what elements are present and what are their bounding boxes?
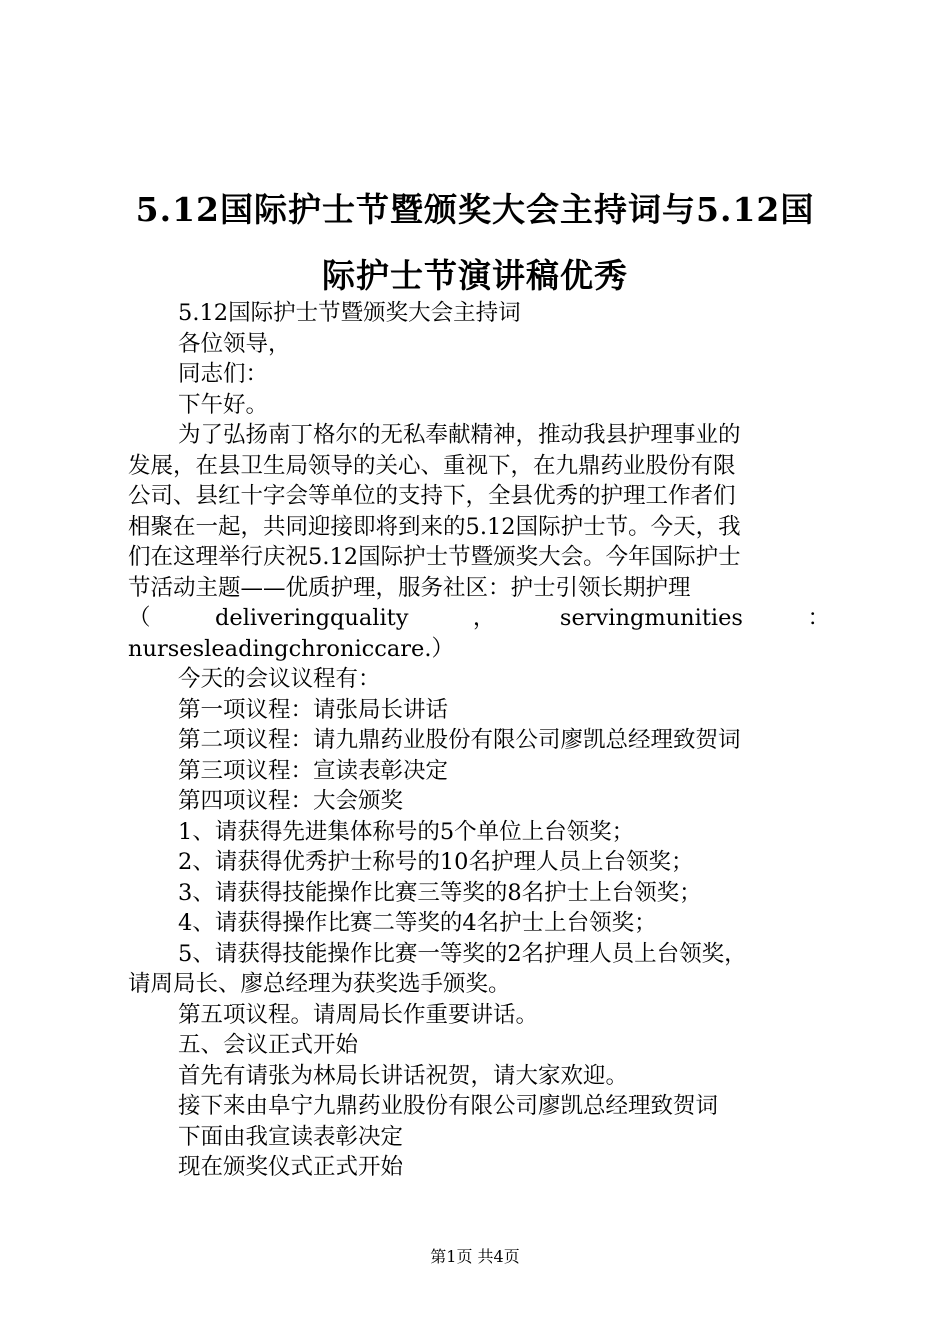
award-item: 5、请获得技能操作比赛一等奖的2名护理人员上台领奖， (178, 940, 747, 967)
intro-paragraph (128, 420, 830, 664)
paragraph-line: 公司、县红十字会等单位的支持下，全县优秀的护理工作者们 (128, 483, 736, 509)
paragraph-line: 发展，在县卫生局领导的关心、重视下，在九鼎药业股份有限 (128, 452, 736, 479)
closing-line: 首先有请张为林局长讲话祝贺，请大家欢迎。 (178, 1062, 629, 1089)
page-footer: 第1页 共4页 (430, 1247, 520, 1266)
award-item: 4、请获得操作比赛二等奖的4名护士上台领奖； (178, 910, 657, 936)
document-title (120, 177, 830, 309)
section-heading: 5.12国际护士节暨颁奖大会主持词 (178, 300, 521, 326)
colon: ： (807, 605, 830, 631)
award-item-continuation: 请周局长、廖总经理为获奖选手颁奖。 (128, 971, 511, 997)
agenda-intro: 今天的会议议程有： (178, 666, 381, 692)
english-phrase: deliveringquality (215, 605, 409, 631)
paragraph-line: 为了弘扬南丁格尔的无私奉献精神，推动我县护理事业的 (178, 422, 741, 448)
paragraph-line: nursesleadingchroniccare.） (128, 635, 454, 662)
paragraph-line: 们在这理举行庆祝5.12国际护士节暨颁奖大会。今年国际护士 (128, 544, 741, 570)
award-item: 1、请获得先进集体称号的5个单位上台领奖； (178, 818, 635, 845)
english-phrase: servingmunities (559, 605, 743, 631)
award-item: 3、请获得技能操作比赛三等奖的8名护士上台领奖； (178, 879, 702, 906)
greeting-line: 各位领导， (178, 330, 291, 357)
agenda-item: 第三项议程：宣读表彰决定 (178, 757, 449, 784)
title-line-2: 际护士节演讲稿优秀 (322, 256, 628, 295)
document-body (128, 298, 830, 1183)
paren-open: （ (128, 605, 151, 631)
paragraph-line: 相聚在一起，共同迎接即将到来的5.12国际护士节。今天，我 (128, 513, 741, 540)
closing-line: 现在颁奖仪式正式开始 (178, 1154, 404, 1180)
agenda-item: 第一项议程：请张局长讲话 (178, 696, 449, 723)
english-theme-line (128, 603, 830, 634)
agenda-item: 第四项议程：大会颁奖 (178, 788, 404, 814)
title-line-1: 5.12国际护士节暨颁奖大会主持词与5.12国 (135, 190, 815, 229)
paragraph-line: 节活动主题——优质护理，服务社区：护士引领长期护理 (128, 574, 691, 601)
comma: ， (472, 605, 496, 631)
closing-line: 五、会议正式开始 (178, 1032, 359, 1058)
agenda-item: 第二项议程：请九鼎药业股份有限公司廖凯总经理致贺词 (178, 727, 741, 753)
greeting-line: 同志们： (178, 361, 269, 387)
closing-line: 接下来由阜宁九鼎药业股份有限公司廖凯总经理致贺词 (178, 1093, 719, 1119)
closing-line: 下面由我宣读表彰决定 (178, 1123, 404, 1150)
greeting-line: 下午好。 (178, 391, 269, 418)
award-item: 2、请获得优秀护士称号的10名护理人员上台领奖； (178, 849, 694, 875)
closing-line: 第五项议程。请周局长作重要讲话。 (178, 1001, 539, 1028)
